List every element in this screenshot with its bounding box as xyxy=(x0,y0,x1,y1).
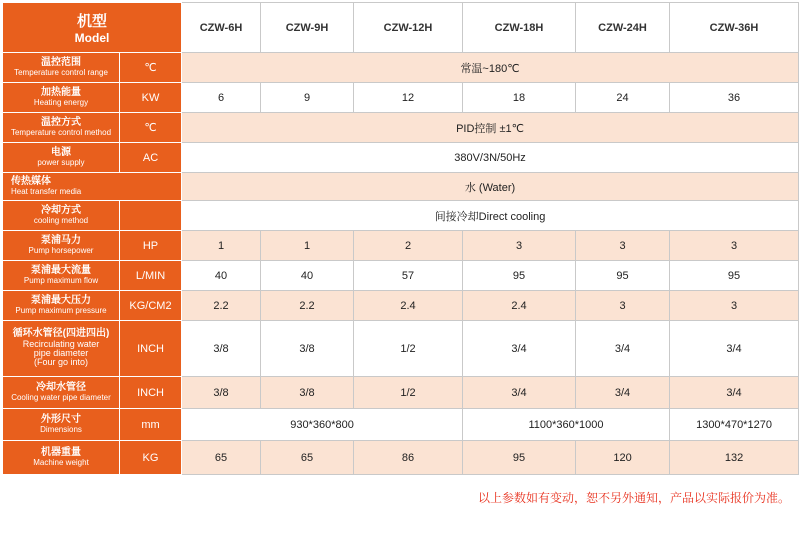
value-cell: 40 xyxy=(182,261,261,291)
value-cell: 3/4 xyxy=(670,377,799,409)
row-label xyxy=(3,83,120,113)
model-header xyxy=(3,3,182,53)
row-unit xyxy=(120,201,182,231)
row-label xyxy=(3,143,120,173)
spec-table xyxy=(2,2,799,475)
value-cell: 95 xyxy=(576,261,670,291)
value-cell: 1 xyxy=(261,231,354,261)
table-row xyxy=(3,291,799,321)
value-cell: 2.2 xyxy=(261,291,354,321)
value-cell: 3/8 xyxy=(182,377,261,409)
label-en: Temperature control range xyxy=(14,67,108,77)
table-row xyxy=(3,409,799,441)
value-cell: 2.2 xyxy=(182,291,261,321)
value-cell: 3/4 xyxy=(463,321,576,377)
label-zh: 冷却水管径 xyxy=(36,382,86,394)
label-en: Heat transfer media xyxy=(11,186,82,196)
row-label xyxy=(3,173,182,201)
row-label xyxy=(3,409,120,441)
label-zh: 温控范围 xyxy=(41,57,81,69)
label-en: power supply xyxy=(37,157,85,167)
row-unit: L/MIN xyxy=(120,261,182,291)
row-unit: ℃ xyxy=(120,113,182,143)
row-label xyxy=(3,291,120,321)
label-zh: 冷却方式 xyxy=(41,205,81,217)
model-name: CZW-12H xyxy=(354,3,463,53)
value-cell: 6 xyxy=(182,83,261,113)
value-cell: 132 xyxy=(670,441,799,475)
value-cell: 9 xyxy=(261,83,354,113)
value-cell: 2 xyxy=(354,231,463,261)
table-row xyxy=(3,377,799,409)
value-cell: 常温~180℃ xyxy=(182,53,799,83)
row-unit: INCH xyxy=(120,321,182,377)
table-row xyxy=(3,231,799,261)
label-en: pipe diameter xyxy=(33,348,89,359)
table-row xyxy=(3,201,799,231)
value-cell: PID控制 ±1℃ xyxy=(182,113,799,143)
value-cell: 3 xyxy=(576,291,670,321)
row-unit: mm xyxy=(120,409,182,441)
label-zh: 温控方式 xyxy=(41,117,81,129)
value-cell: 3/4 xyxy=(576,377,670,409)
value-cell: 18 xyxy=(463,83,576,113)
label-zh: 循环水管径(四进四出) xyxy=(12,328,110,340)
label-zh: 外形尺寸 xyxy=(41,414,81,426)
label-en: (Four go into) xyxy=(33,357,89,368)
value-cell: 57 xyxy=(354,261,463,291)
table-row xyxy=(3,321,799,377)
value-cell: 24 xyxy=(576,83,670,113)
label-en: Machine weight xyxy=(33,457,89,467)
value-cell: 1 xyxy=(182,231,261,261)
label-zh: 加热能量 xyxy=(41,87,81,99)
header-row xyxy=(3,3,799,53)
row-label xyxy=(3,261,120,291)
value-cell: 3 xyxy=(670,291,799,321)
row-unit: HP xyxy=(120,231,182,261)
value-cell: 3/4 xyxy=(576,321,670,377)
value-cell: 95 xyxy=(670,261,799,291)
row-label xyxy=(3,201,120,231)
value-cell: 36 xyxy=(670,83,799,113)
table-row xyxy=(3,83,799,113)
row-label xyxy=(3,113,120,143)
value-cell: 40 xyxy=(261,261,354,291)
label-zh: 传热媒体 xyxy=(11,176,51,188)
table-row xyxy=(3,113,799,143)
row-label xyxy=(3,377,120,409)
value-cell: 65 xyxy=(182,441,261,475)
model-name: CZW-18H xyxy=(463,3,576,53)
row-unit: ℃ xyxy=(120,53,182,83)
label-en: Pump horsepower xyxy=(28,245,94,255)
value-cell: 1300*470*1270 xyxy=(670,409,799,441)
value-cell: 86 xyxy=(354,441,463,475)
row-label xyxy=(3,231,120,261)
label-zh: 泵浦最大压力 xyxy=(31,295,91,307)
value-cell: 1100*360*1000 xyxy=(463,409,670,441)
row-unit: KW xyxy=(120,83,182,113)
value-cell: 3/8 xyxy=(182,321,261,377)
value-cell: 95 xyxy=(463,441,576,475)
row-unit: INCH xyxy=(120,377,182,409)
model-name: CZW-6H xyxy=(182,3,261,53)
value-cell: 95 xyxy=(463,261,576,291)
value-cell: 3/8 xyxy=(261,321,354,377)
value-cell: 3 xyxy=(670,231,799,261)
label-zh: 泵浦最大流量 xyxy=(31,265,91,277)
value-cell: 120 xyxy=(576,441,670,475)
value-cell: 930*360*800 xyxy=(182,409,463,441)
value-cell: 3 xyxy=(463,231,576,261)
value-cell: 12 xyxy=(354,83,463,113)
value-cell: 水 (Water) xyxy=(182,173,799,201)
footnote: 以上参数如有变动，恕不另外通知，产品以实际报价为准。 xyxy=(477,491,790,505)
value-cell: 380V/3N/50Hz xyxy=(182,143,799,173)
row-label xyxy=(3,53,120,83)
value-cell: 3/4 xyxy=(463,377,576,409)
label-en: Pump maximum flow xyxy=(23,275,99,285)
value-cell: 65 xyxy=(261,441,354,475)
value-cell: 3/4 xyxy=(670,321,799,377)
row-unit: AC xyxy=(120,143,182,173)
label-en: Temperature control method xyxy=(10,127,112,137)
table-row xyxy=(3,53,799,83)
row-unit: KG/CM2 xyxy=(120,291,182,321)
label-en: Heating energy xyxy=(33,97,89,107)
model-header-zh: 机型 xyxy=(77,13,108,30)
value-cell: 1/2 xyxy=(354,321,463,377)
value-cell: 2.4 xyxy=(354,291,463,321)
label-zh: 机器重量 xyxy=(41,447,81,459)
model-name: CZW-24H xyxy=(576,3,670,53)
label-en: cooling method xyxy=(33,215,89,225)
label-en: Dimensions xyxy=(40,424,82,434)
value-cell: 2.4 xyxy=(463,291,576,321)
row-label xyxy=(3,321,120,377)
model-name: CZW-36H xyxy=(670,3,799,53)
label-zh: 泵浦马力 xyxy=(41,235,81,247)
table-row xyxy=(3,143,799,173)
label-zh: 电源 xyxy=(51,147,71,159)
label-en: Pump maximum pressure xyxy=(15,305,107,315)
table-row xyxy=(3,261,799,291)
value-cell: 1/2 xyxy=(354,377,463,409)
label-en: Cooling water pipe diameter xyxy=(11,392,111,402)
value-cell: 3 xyxy=(576,231,670,261)
row-unit: KG xyxy=(120,441,182,475)
row-label xyxy=(3,441,120,475)
label-en: Recirculating water xyxy=(22,338,100,349)
model-header-en: Model xyxy=(74,31,110,45)
table-row xyxy=(3,441,799,475)
value-cell: 间接冷却Direct cooling xyxy=(182,201,799,231)
table-row xyxy=(3,173,799,201)
value-cell: 3/8 xyxy=(261,377,354,409)
model-name: CZW-9H xyxy=(261,3,354,53)
